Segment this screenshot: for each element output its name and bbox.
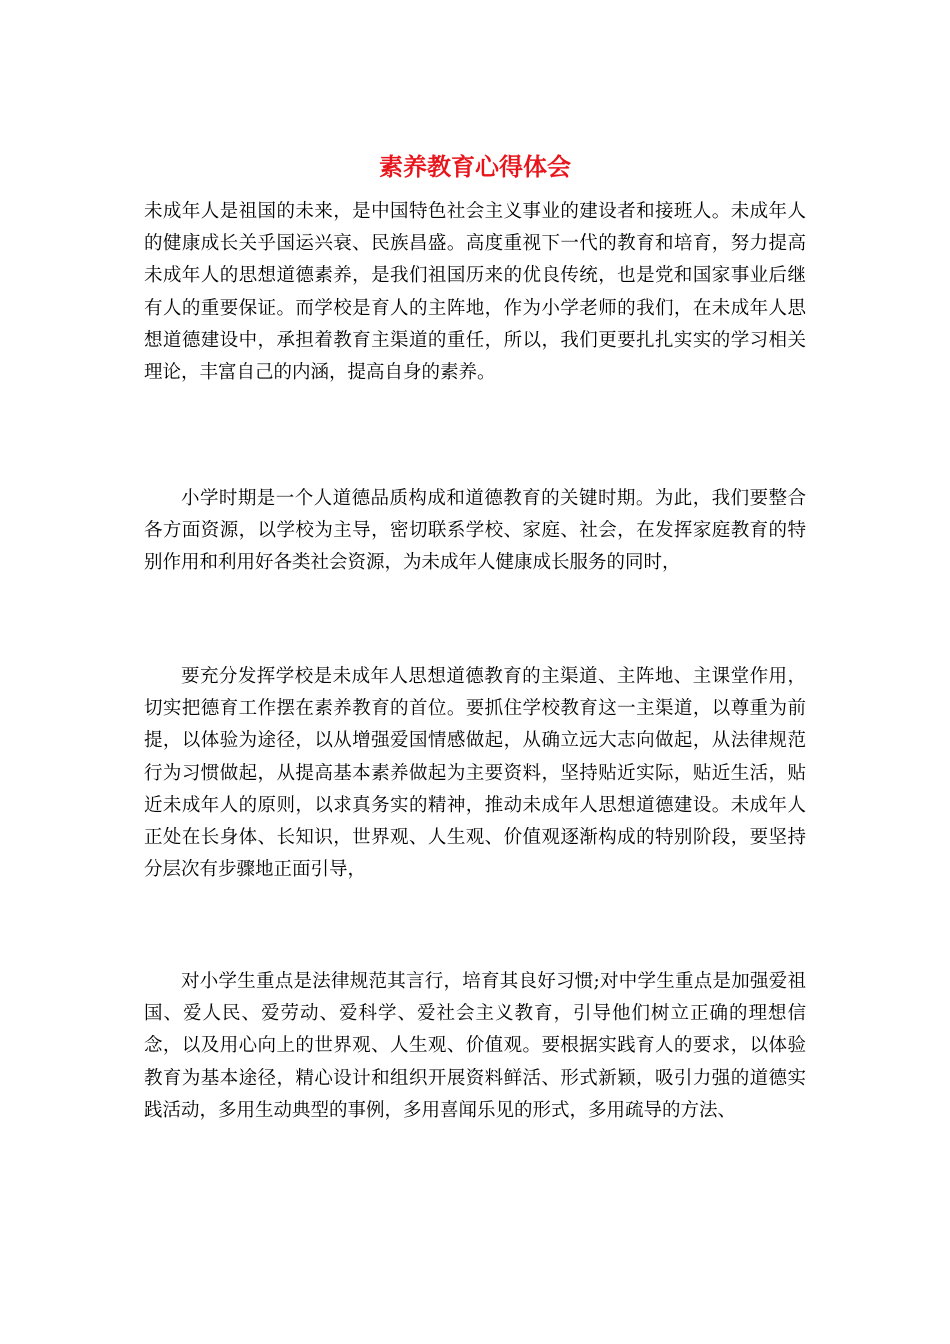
document-title: 素养教育心得体会 <box>379 152 571 181</box>
paragraph-2: 小学时期是一个人道德品质构成和道德教育的关键时期。为此，我们要整合各方面资源，以学校为主导，密切联系学校、家庭、社会，在发挥家庭教育的特别作用和利用好各类社会资源，为未成年人健康成长服务的同时， <box>144 488 806 574</box>
paragraph-4: 对小学生重点是法律规范其言行，培育其良好习惯;对中学生重点是加强爱祖国、爱人民、爱劳动、爱科学、爱社会主义教育，引导他们树立正确的理想信念，以及用心向上的世界观、人生观、价值观。要根据实践育人的要求，以体验教育为基本途径，精心设计和组织开展资料鲜活、形式新颖，吸引力强的道德实践活动，多用生动典型的事例，多用喜闻乐见的形式，多用疏导的方法、 <box>144 971 806 1121</box>
paragraph-1: 未成年人是祖国的未来，是中国特色社会主义事业的建设者和接班人。未成年人的健康成长关乎国运兴衰、民族昌盛。高度重视下一代的教育和培育，努力提高未成年人的思想道德素养，是我们祖国历来的优良传统，也是党和国家事业后继有人的重要保证。而学校是育人的主阵地，作为小学老师的我们，在未成年人思想道德建设中，承担着教育主渠道的重任，所以，我们更要扎扎实实的学习相关理论，丰富自己的内涵，提高自身的素养。 <box>144 201 806 384</box>
paragraph-3: 要充分发挥学校是未成年人思想道德教育的主渠道、主阵地、主课堂作用，切实把德育工作摆在素养教育的首位。要抓住学校教育这一主渠道，以尊重为前提，以体验为途径，以从增强爱国情感做起，从确立远大志向做起，从法律规范行为习惯做起，从提高基本素养做起为主要资料，坚持贴近实际，贴近生活，贴近未成年人的原则，以求真务实的精神，推动未成年人思想道德建设。未成年人正处在长身体、长知识，世界观、人生观、价值观逐渐构成的特别阶段，要坚持分层次有步骤地正面引导， <box>144 666 806 881</box>
